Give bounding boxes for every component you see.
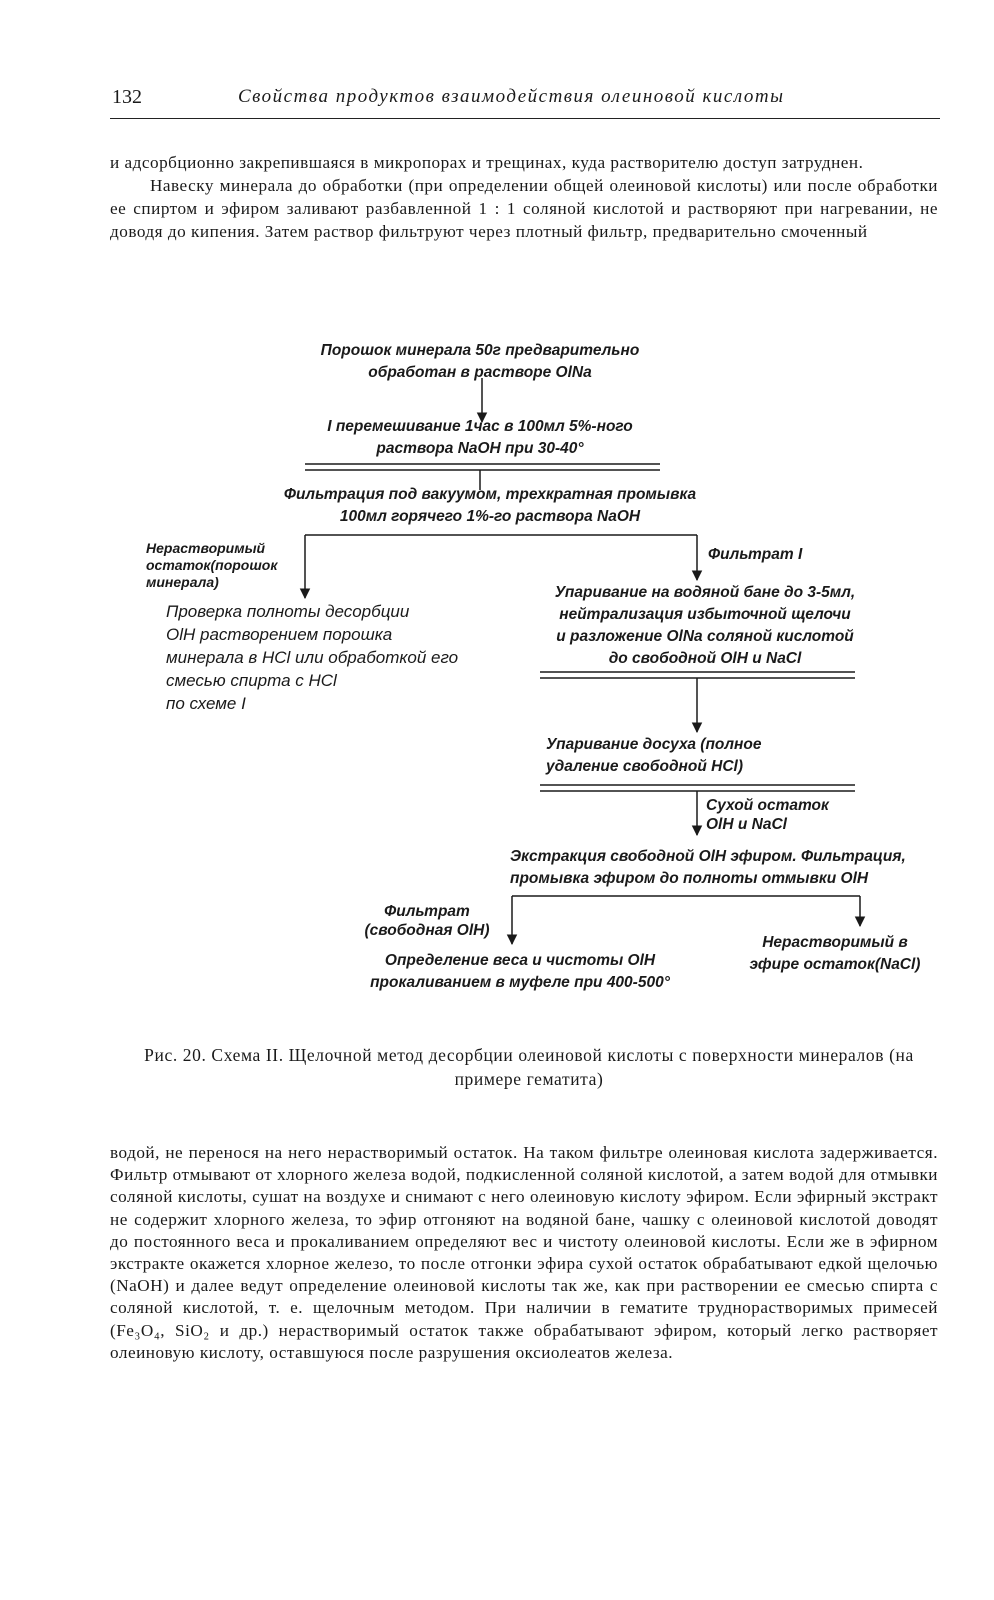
- body-text-top: [110, 151, 938, 243]
- label-filtrate-1: Фильтрат I: [708, 546, 803, 563]
- node-mixing: I перемешивание 1час в 100мл 5%-ного раствора NaOH при 30-40°: [327, 418, 633, 457]
- paragraph-2: Навеску минерала до обработки (при определении общей олеиновой кислоты) или после обработки ее спиртом и эфиром заливают разбавленной 1 : 1 соляной кислотой и растворяют при нагревании, не доводя до кипения. Затем раствор фильтруют через плотный фильтр, предварительно смоченный: [110, 176, 938, 241]
- node-determination: Определение веса и чистоты OlH прокаливанием в муфеле при 400-500°: [370, 952, 670, 991]
- paragraph-1: и адсорбционно закрепившаяся в микропорах и трещинах, куда растворителю доступ затруднен.: [110, 153, 864, 172]
- node-start: Порошок минерала 50г предварительно обработан в растворе OlNa: [320, 342, 640, 381]
- label-insoluble-residue: Нерастворимый остаток(порошок минерала): [146, 540, 278, 590]
- label-dry-residue: Сухой остаток OlH и NaCl: [706, 797, 829, 833]
- node-dry-evaporation: Упаривание досуха (полное удаление свободной HCl): [546, 736, 762, 775]
- flow-diagram: [0, 330, 994, 1020]
- node-evaporation: Упаривание на водяной бане до 3-5мл, нейтрализация избыточной щелочи и разложение OlNa соляной кислотой до свободной OlH и NaCl: [554, 584, 856, 667]
- page-number: 132: [112, 86, 142, 108]
- page-header: [112, 86, 940, 116]
- figure-caption: Рис. 20. Схема II. Щелочной метод десорбции олеиновой кислоты с поверхности минералов (на примере гематита): [144, 1045, 914, 1089]
- header-rule: [110, 118, 940, 119]
- node-extraction: Экстракция свободной OlH эфиром. Фильтрация, промывка эфиром до полноты отмывки OlH: [510, 848, 906, 887]
- node-check-desorption: Проверка полноты десорбции OlH растворением порошка минерала в HCl или обработкой его смесью спирта с HCl по схеме I: [166, 602, 459, 713]
- node-filtration: Фильтрация под вакуумом, трехкратная промывка 100мл горячего 1%-го раствора NaOH: [283, 486, 697, 525]
- node-insoluble-nacl: Нерастворимый в эфире остаток(NaCl): [749, 934, 921, 973]
- label-filtrate-2: Фильтрат (свободная OlH): [364, 903, 490, 939]
- running-title: Свойства продуктов взаимодействия олеиновой кислоты: [238, 86, 785, 107]
- paragraph-3: водой, не перенося на него нерастворимый остаток. На таком фильтре олеиновая кислота задерживается. Фильтр отмывают от хлорного железа водой, подкисленной соляной кислотой, а затем водой для отмывки соляной кислоты, сушат на воздухе и снимают с него олеиновую кислоту эфиром. Если эфирный экстракт не содержит хлорного железа, то эфир отгоняют на водяной бане, чашку с олеиновой кислотой доводят до постоянного веса и прокаливанием определяют вес и чистоту олеиновой кислоты. Если же в эфирном экстракте окажется хлорное железо, то после отгонки эфира сухой остаток обрабатывают едкой щелочью (NaOH) и далее ведут определение олеиновой кислоты так же, как при растворении ее смесью спирта с соляной кислотой, т. е. щелочным методом. При наличии в гематите труднорастворимых примесей (Fe₃O₄, SiO₂ и др.) нерастворимый остаток также обрабатывают эфиром, который легко растворяет олеиновую кислоту, оставшуюся после разрушения оксиолеатов железа.: [110, 1143, 938, 1362]
